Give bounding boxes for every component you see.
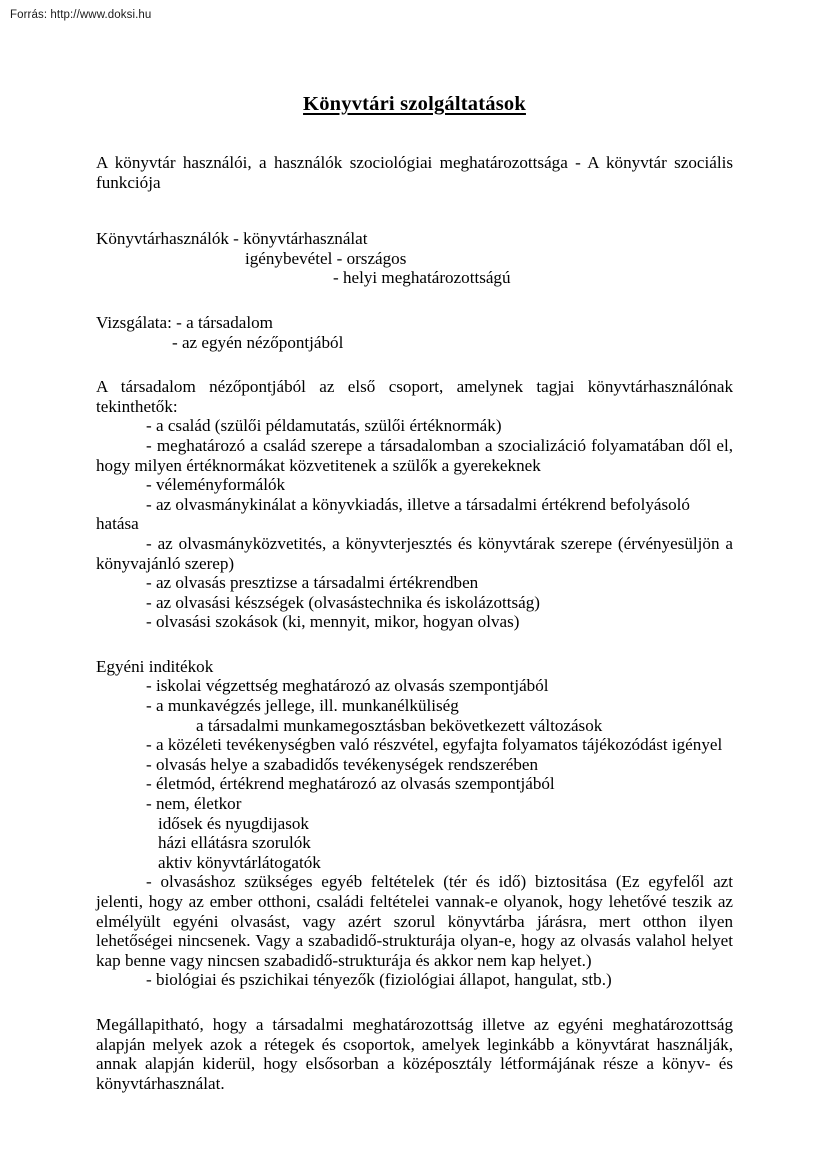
society-intro-paragraph: A társadalom nézőpontjából az első csoport, amelynek tagjai könyvtárhasználónak tekinthetők:: [96, 377, 733, 416]
list-item: - olvasáshoz szükséges egyéb feltételek (tér és idő) biztositása (Ez egyfelől azt jelenti, hogy az ember otthoni, családi feltételei vannak-e olyanok, hogy lehetővé teszik az elmélyült egyéni olvasást, vagy azért szorul könyvtárba járásra, mert otthon ilyen lehetőségei nincsenek. Vagy a szabadidő-strukturája olyan-e, hogy az olvasás valahol helyet kap benne vagy nincsen szabadidő-strukturája és akkor nem kap helyet.): [96, 872, 733, 970]
page-title: [96, 92, 733, 116]
list-item-sub: aktiv könyvtárlátogatók: [158, 852, 321, 872]
users-block-line-1: Könyvtárhasználók - könyvtárhasználat: [96, 229, 368, 249]
list-item: - a család (szülői példamutatás, szülői értéknormák): [146, 416, 502, 436]
spacer: [96, 288, 733, 313]
spacer: [96, 990, 733, 1015]
list-item: - biológiai és pszichikai tényezők (fiziológiai állapot, hangulat, stb.): [146, 970, 612, 990]
document-content: [96, 92, 733, 1093]
list-item: - olvasási szokások (ki, mennyit, mikor, hogyan olvas): [146, 612, 520, 632]
intro-paragraph: A könyvtár használói, a használók szociológiai meghatározottsága - A könyvtár szociális funkciója: [96, 153, 733, 192]
spacer: [96, 116, 733, 153]
list-item: - az olvasmánykinálat a könyvkiadás, illetve a társadalmi értékrend befolyásoló hatása: [96, 494, 690, 534]
list-item: - az olvasás presztizse a társadalmi értékrendben: [146, 573, 479, 593]
users-block-line-3: - helyi meghatározottságú: [333, 268, 511, 288]
list-item: - iskolai végzettség meghatározó az olvasás szempontjából: [146, 676, 549, 696]
page-title-text: Könyvtári szolgáltatások: [303, 93, 526, 115]
examination-block-line-2: - az egyén nézőpontjából: [172, 332, 344, 352]
source-url-header: Forrás: http://www.doksi.hu: [10, 9, 152, 21]
users-block-line-2: igénybevétel - országos: [245, 248, 407, 268]
list-item: - nem, életkor: [146, 794, 242, 814]
list-item: - az olvasási készségek (olvasástechnika és iskolázottság): [146, 592, 540, 612]
list-item-sub: házi ellátásra szorulók: [158, 833, 311, 853]
list-item-sub: a társadalmi munkamegosztásban bekövetkezett változások: [196, 715, 603, 735]
spacer: [96, 632, 733, 657]
list-item: - az olvasmányközvetités, a könyvterjesztés és könyvtárak szerepe (érvényesüljön a könyvajánló szerep): [96, 533, 733, 573]
spacer: [96, 352, 733, 377]
list-item: - életmód, értékrend meghatározó az olvasás szempontjából: [146, 774, 555, 794]
list-item: - véleményformálók: [146, 475, 286, 495]
individual-section-heading: Egyéni inditékok: [96, 656, 214, 676]
examination-block-line-1: Vizsgálata: - a társadalom: [96, 312, 273, 332]
list-item-sub: idősek és nyugdijasok: [158, 813, 309, 833]
conclusion-paragraph: Megállapitható, hogy a társadalmi meghatározottság illetve az egyéni meghatározottság alapján melyek azok a rétegek és csoportok, amelyek leginkább a könyvtárat használják, annak alapján kiderül, hogy elsősorban a középosztály létformájának része a könyv- és könyvtárhasználat.: [96, 1014, 733, 1093]
list-item: - a közéleti tevékenységben való részvétel, egyfajta folyamatos tájékozódást igényel: [146, 735, 723, 755]
spacer: [96, 192, 733, 229]
list-item: - meghatározó a család szerepe a társadalomban a szocializáció folyamatában dől el, hogy milyen értéknormákat közvetitenek a szülők a gyerekeknek: [96, 435, 733, 475]
list-item: - a munkavégzés jellege, ill. munkanélküliség: [146, 696, 459, 716]
list-item: - olvasás helye a szabadidős tevékenységek rendszerében: [146, 754, 539, 774]
